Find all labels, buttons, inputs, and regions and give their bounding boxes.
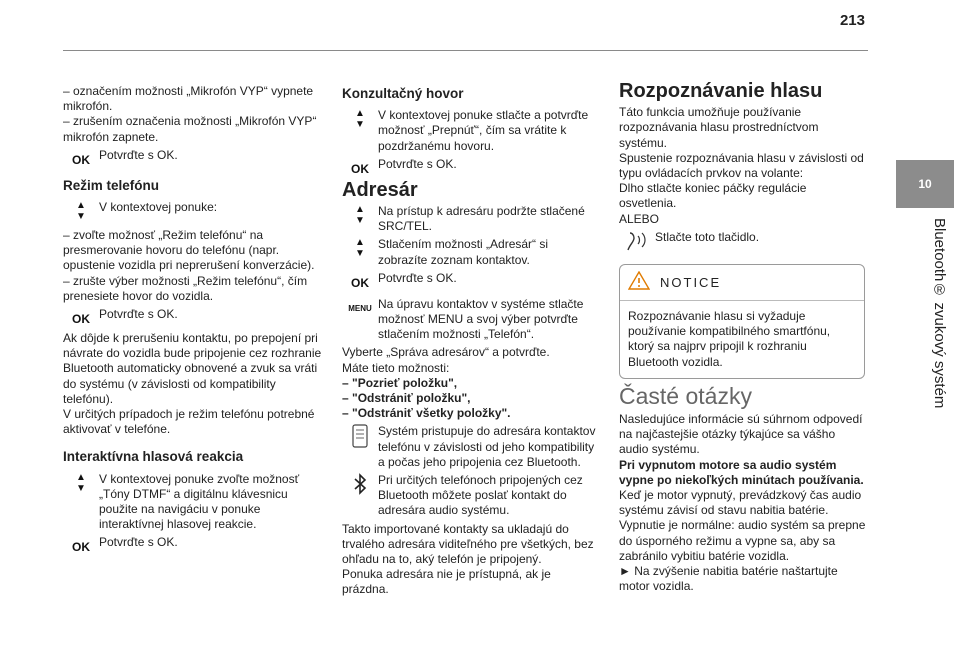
step-text: Pri určitých telefónoch pripojených cez Bluetooth môžete poslať kontakt do adresára audio systému. (378, 473, 583, 518)
ok-step (342, 157, 600, 175)
step-text: Potvrďte s OK. (99, 535, 178, 550)
paragraph: – označením možnosti „Mikrofón VYP“ vypnete mikrofón. (63, 84, 314, 114)
paragraph: Ak dôjde k prerušeniu kontaktu, po prepojení pri návrate do vozidla bude pripojenie cez rozhranie Bluetooth automaticky obnovené a zvuk sa vráti do systému (v závislosti od kompatibility telefónu). (63, 331, 322, 406)
info-step (342, 424, 600, 470)
ok-button-icon: OK (351, 161, 369, 176)
paragraph: Keď je motor vypnutý, prevádzkový čas audio systému závisí od stavu nabitia batérie. (619, 488, 862, 518)
notice-text: Rozpoznávanie hlasu si vyžaduje používanie kompatibilného smartfónu, ktorý sa najprv pripojil k rozhraniu Bluetooth vozidla. (628, 309, 831, 369)
page-number: 213 (839, 12, 865, 29)
ok-step (63, 535, 328, 553)
paragraph: V určitých prípadoch je režim telefónu potrebné aktivovať v telefóne. (63, 407, 315, 437)
paragraph: – zrušte výber možnosti „Režim telefónu“, čím prenesiete hovor do vozidla. (63, 273, 308, 303)
paragraph: Vyberte „Správa adresárov“ a potvrďte. (342, 345, 550, 360)
step-text: Stlačte toto tlačidlo. (655, 229, 760, 244)
warning-triangle-icon (628, 271, 650, 294)
up-down-arrows-icon: ▲ ▼ (355, 108, 365, 131)
step-text: Potvrďte s OK. (378, 156, 457, 171)
voice-command-icon (619, 230, 655, 252)
step-text: Potvrďte s OK. (378, 270, 457, 285)
section-heading: Interaktívna hlasová reakcia (63, 449, 244, 465)
column-2 (342, 84, 600, 598)
chapter-side-tab (892, 0, 960, 649)
section-heading: Režim telefónu (63, 177, 160, 193)
chapter-title: Bluetooth® zvukový systém (931, 218, 948, 409)
step-text: Potvrďte s OK. (99, 147, 178, 162)
notice-header (620, 265, 864, 301)
up-down-arrows-icon: ▲ ▼ (76, 200, 86, 223)
arrow-step (63, 200, 328, 222)
section-heading: Konzultačný hovor (342, 86, 464, 101)
notice-label: NOTICE (660, 274, 722, 290)
ok-button-icon: OK (72, 312, 90, 327)
paragraph: Takto importované kontakty sa ukladajú do trvalého adresára viditeľného pre všetkých, bez ohľadu na to, aký telefón je pripojený. (342, 521, 594, 567)
phone-memory-icon (342, 424, 378, 448)
ok-button-icon: OK (72, 540, 90, 555)
list-item: – "Odstrániť položku", (342, 391, 471, 406)
list-item: – "Pozrieť položku", (342, 375, 458, 390)
ok-step (63, 307, 328, 325)
paragraph: Dlho stlačte koniec páčky regulácie osvetlenia. (619, 181, 807, 211)
step-text: V kontextovej ponuke zvoľte možnosť „Tóny DTMF“ a digitálnu klávesnicu použite na navigáciu v ponuke interaktívnej hlasovej reakcie. (99, 471, 300, 532)
paragraph: Nasledujúce informácie sú súhrnom odpovedí na najčastejšie otázky týkajúce sa vášho audio systému. (619, 412, 863, 457)
paragraph: Vypnutie je normálne: audio systém sa prepne do úsporného režimu a vypne sa, aby sa zabránilo vybitiu batérie vozidla. (619, 518, 866, 563)
paragraph: Spustenie rozpoznávania hlasu v závislosti od typu ovládacích prvkov na volante: (619, 150, 864, 181)
list-item: – "Odstrániť všetky položky". (342, 406, 511, 421)
step-text: Na úpravu kontaktov v systéme stlačte možnosť MENU a svoj výber potvrďte stlačením možnosti „Telefón“. (378, 296, 584, 342)
section-title: Časté otázky (619, 382, 752, 409)
step-text: Potvrďte s OK. (99, 307, 178, 322)
step-text: Stlačením možnosti „Adresár“ si zobrazíte zoznam kontaktov. (378, 237, 549, 267)
column-1 (63, 84, 328, 556)
up-down-arrows-icon: ▲ ▼ (355, 204, 365, 227)
bluetooth-icon (342, 473, 378, 495)
up-down-arrows-icon: ▲ ▼ (76, 471, 86, 494)
faq-question: Pri vypnutom motore sa audio systém vypne po niekoľkých minútach používania. (619, 457, 864, 487)
step-text: V kontextovej ponuke: (99, 200, 218, 215)
menu-button-icon: MENU (348, 303, 372, 313)
ok-step (63, 148, 328, 166)
arrow-step (342, 237, 600, 267)
ok-button-icon: OK (72, 152, 90, 167)
paragraph: – zvoľte možnosť „Režim telefónu“ na presmerovanie hovoru do telefónu (napr. opustenie vozidla pri neprerušení konverzácie). (63, 228, 315, 273)
paragraph: ALEBO (619, 211, 660, 226)
section-title: Rozpoznávanie hlasu (619, 80, 823, 102)
voice-step (619, 230, 867, 252)
arrow-step (342, 108, 600, 154)
paragraph: ► Na zvýšenie nabitia batérie naštartujte motor vozidla. (619, 564, 838, 594)
paragraph: Máte tieto možnosti: (342, 360, 450, 375)
paragraph: – zrušením označenia možnosti „Mikrofón VYP“ mikrofón zapnete. (63, 114, 317, 144)
section-title: Adresár (342, 178, 418, 201)
chapter-number-badge: 10 (896, 160, 954, 208)
up-down-arrows-icon: ▲ ▼ (355, 237, 365, 260)
paragraph: Táto funkcia umožňuje používanie rozpoznávania hlasu prostredníctvom systému. (619, 105, 819, 150)
column-3 (619, 80, 867, 594)
notice-box (619, 264, 865, 379)
ok-step (342, 271, 600, 289)
step-text: V kontextovej ponuke stlačte a potvrďte možnosť „Prepnúť“, čím sa vrátite k pozdržanému hovoru. (378, 108, 589, 153)
step-text: Systém pristupuje do adresára kontaktov telefónu v závislosti od jeho kompatibility a počas jeho pripojenia cez Bluetooth. (378, 424, 596, 469)
menu-step (342, 297, 600, 343)
arrow-step (63, 472, 328, 533)
arrow-step (342, 204, 600, 234)
ok-button-icon: OK (351, 275, 369, 290)
step-text: Na prístup k adresáru podržte stlačené SRC/TEL. (378, 204, 585, 234)
info-step (342, 473, 600, 519)
top-divider (63, 50, 868, 51)
paragraph: Ponuka adresára nie je prístupná, ak je prázdna. (342, 567, 551, 597)
